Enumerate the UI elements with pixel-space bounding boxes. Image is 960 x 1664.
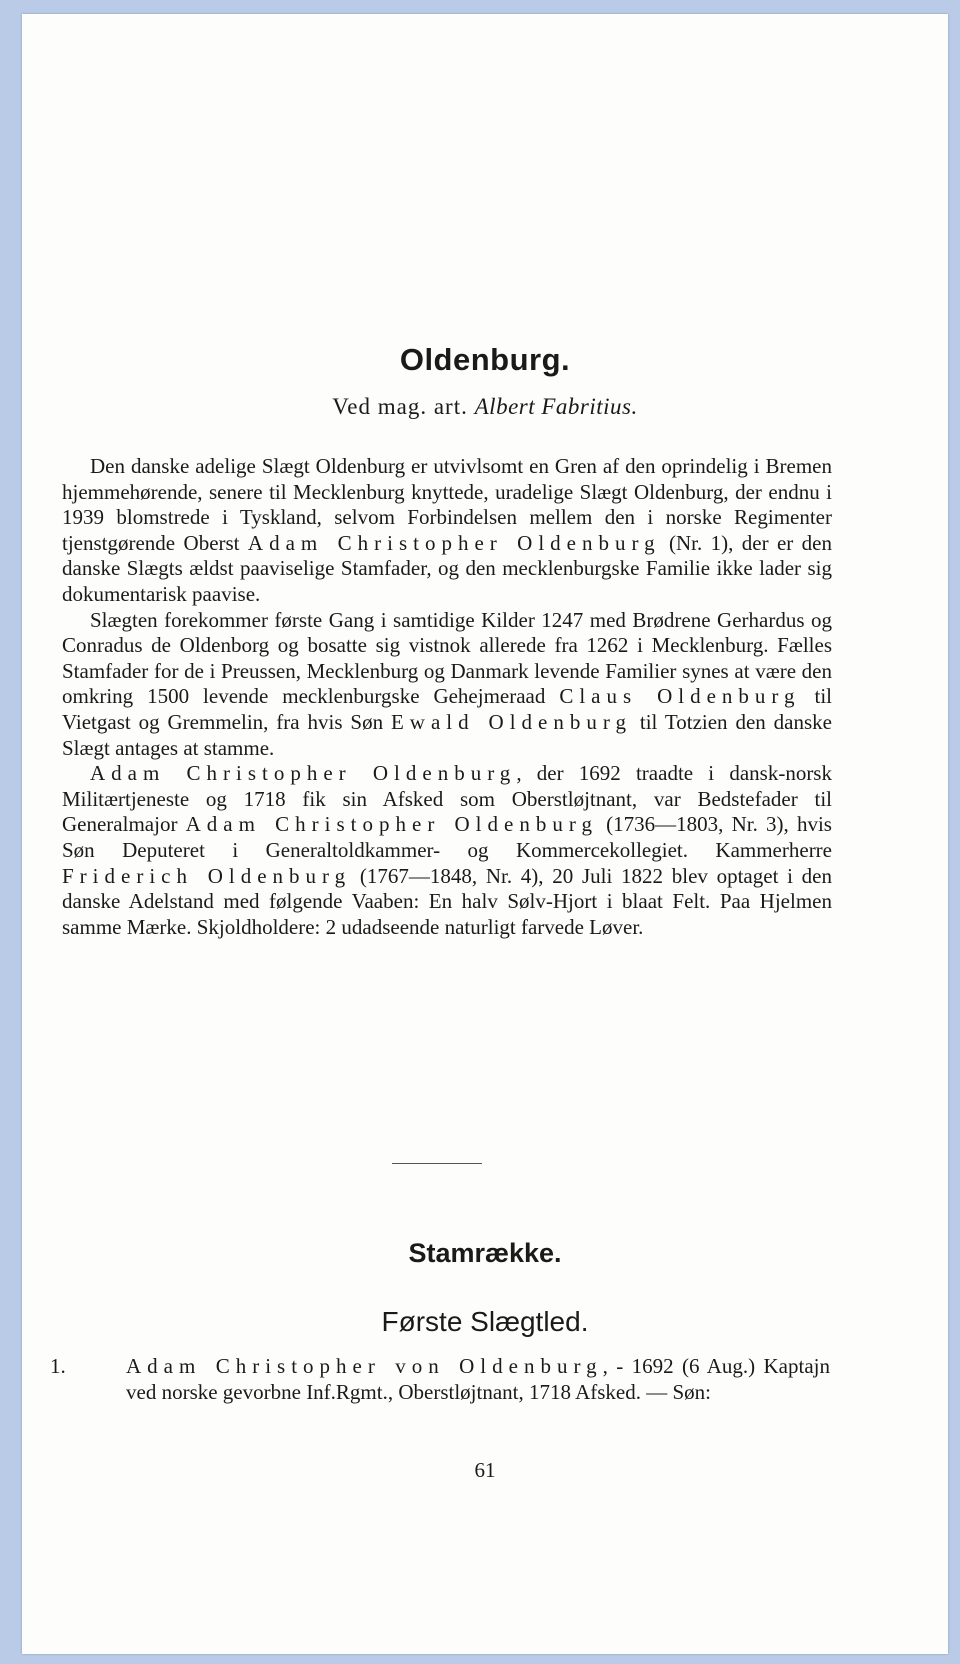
paragraph: Adam Christopher Oldenburg, der 1692 traadte i dansk-norsk Militærtjeneste og 1718 fik sin Afsked som Oberstløjtnant, var Bedstefader til Generalmajor Adam Christopher Oldenburg (1736—1803, Nr. 3), hvis Søn Deputeret i Generaltoldkammer- og Kommercekollegiet. Kammerherre Friderich Oldenburg (1767—1848, Nr. 4), 20 Juli 1822 blev optaget i den danske Adelstand med følgende Vaaben: En halv Sølv-Hjort i blaat Felt. Paa Hjelmen samme Mærke. Skjoldholdere: 2 udadseende naturligt farvede Løver. [62, 761, 832, 939]
spaced-name: Adam Christopher Oldenburg [90, 761, 517, 786]
page-number: 61 [474, 1458, 496, 1482]
entry-number: 1. [50, 1354, 66, 1378]
spaced-name: Claus Oldenburg [559, 684, 801, 709]
spaced-name: Adam Christopher Oldenburg [185, 812, 598, 837]
page-title: Oldenburg. [399, 342, 571, 377]
entry-text: Adam Christopher von Oldenburg, - 1692 (6 Aug.) Kaptajn ved norske gevorbne Inf.Rgmt., Oberstløjtnant, 1718 Afsked. — Søn: [126, 1354, 830, 1404]
byline-author: Albert Fabritius. [474, 394, 638, 419]
spaced-name: Ewald Oldenburg [390, 709, 632, 734]
byline-prefix: Ved mag. art. [332, 394, 468, 419]
paragraph: Den danske adelige Slægt Oldenburg er utvivlsomt en Gren af den oprindelig i Bremen hjemmehørende, senere til Mecklenburg knyttede, uradelige Slægt Oldenburg, der endnu i 1939 blomstrede i Tyskland, selvom Forbindelsen mellem den i norske Regimenter tjenstgørende Oberst Adam Christopher Oldenburg (Nr. 1), der er den danske Slægts ældst paaviselige Stamfader, og den mecklenburgske Familie ikke lader sig dokumentarisk paavise. [62, 454, 832, 606]
lineage-entry [50, 1354, 830, 1405]
subsection-title: Første Slægtled. [381, 1306, 589, 1337]
section-title: Stamrække. [408, 1238, 562, 1268]
spaced-name: Friderich Oldenburg [62, 863, 352, 888]
section-divider [392, 1163, 482, 1164]
spaced-name: Adam Christopher Oldenburg [247, 530, 661, 555]
document-page [22, 14, 948, 1654]
spaced-name: Adam Christopher von Oldenburg [126, 1354, 603, 1378]
paragraph: Slægten forekommer første Gang i samtidige Kilder 1247 med Brødrene Gerhardus og Conradus de Oldenborg og bosatte sig vistnok allerede fra 1262 i Mecklenburg. Fælles Stamfader for de i Preussen, Mecklenburg og Danmark levende Familier synes at være den omkring 1500 levende mecklenburgske Gehejmeraad Claus Oldenburg til Vietgast og Gremmelin, fra hvis Søn Ewald Oldenburg til Totzien den danske Slægt antages at stamme. [62, 607, 832, 760]
body-text [62, 454, 832, 940]
byline [22, 394, 948, 420]
